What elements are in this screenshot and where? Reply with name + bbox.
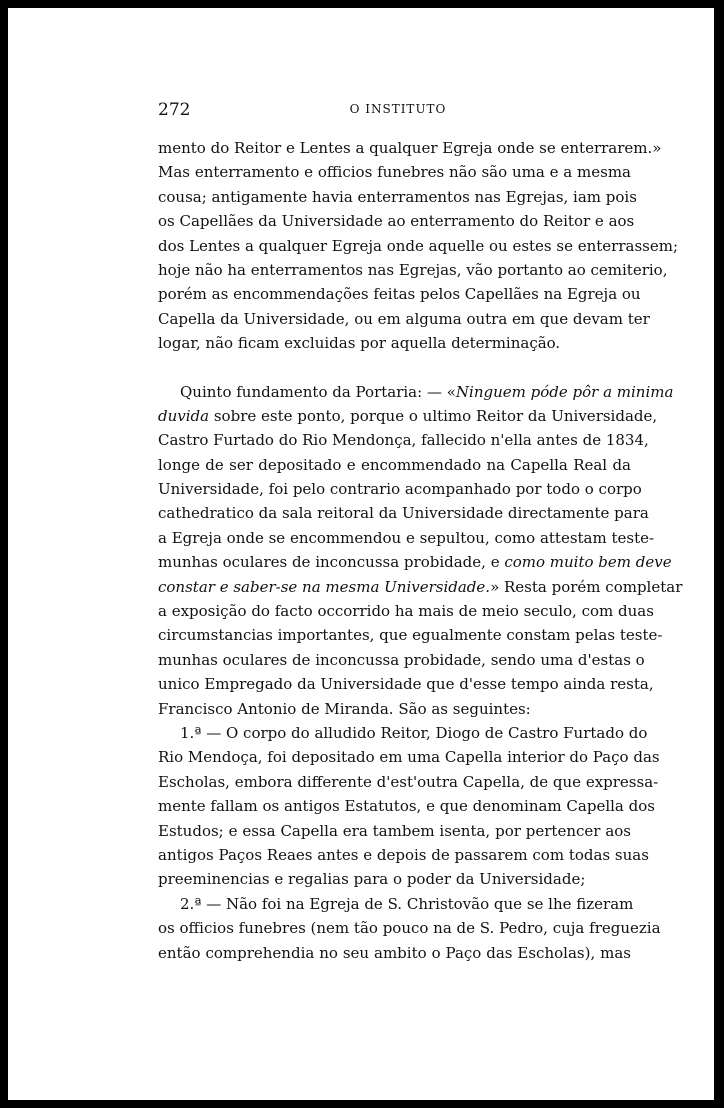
text-line: os Capellães da Universidade ao enterramento do Reitor e aos: [158, 212, 635, 231]
page-number: 272: [158, 100, 191, 120]
text-line: circumstancias importantes, que egualmente constam pelas teste-: [158, 626, 663, 645]
text-line: a Egreja onde se encommendou e sepultou, como attestam teste-: [158, 528, 655, 547]
text-line: Universidade, foi pelo contrario acompanhado por todo o corpo: [158, 480, 642, 499]
text-line: preeminencias e regalias para o poder da Universidade;: [158, 870, 586, 889]
paragraph-2: [158, 380, 683, 721]
text-line: porém as encommendações feitas pelos Capellães na Egreja ou: [158, 285, 641, 304]
text-line: Capella da Universidade, ou em alguma outra em que devam ter: [158, 309, 650, 328]
text-line: os officios funebres (nem tão pouco na de S. Pedro, cuja freguezia: [158, 919, 661, 938]
paragraph-1: [158, 136, 679, 356]
text-line: [158, 404, 658, 428]
text-line: Mas enterramento e officios funebres não são uma e a mesma: [158, 163, 631, 182]
text-line: antigos Paços Reaes antes e depois de passarem com todas suas: [158, 845, 649, 864]
text-line: longe de ser depositado e encommendado na Capella Real da: [158, 455, 631, 474]
text-run: » Resta porém completar: [490, 577, 683, 596]
running-title: O INSTITUTO: [349, 102, 447, 116]
text-line: dos Lentes a qualquer Egreja onde aquelle ou estes se enterrassem;: [158, 236, 679, 255]
text-line: Castro Furtado do Rio Mendonça, fallecido n'ella antes de 1834,: [158, 431, 649, 450]
text-line: Francisco Antonio de Miranda. São as seguintes:: [158, 699, 531, 718]
text-line: a exposição do facto occorrido ha mais de meio seculo, com duas: [158, 602, 654, 621]
text-line: mente fallam os antigos Estatutos, e que denominam Capella dos: [158, 797, 655, 816]
text-line: hoje não ha enterramentos nas Egrejas, vão portanto ao cemiterio,: [158, 260, 668, 279]
text-line: 2.ª — Não foi na Egreja de S. Christovão que se lhe fizeram: [180, 894, 634, 913]
text-line: unico Empregado da Universidade que d'esse tempo ainda resta,: [158, 675, 654, 694]
italic-quote: constar e saber-se na mesma Universidade.: [158, 577, 491, 596]
paragraph-gap: [158, 356, 631, 380]
italic-quote: como muito bem deve: [504, 553, 672, 572]
text-line: [158, 380, 674, 404]
body-text: [158, 136, 683, 965]
numbered-item-2: [158, 892, 661, 965]
text-line: [158, 575, 683, 599]
page-header: [158, 100, 638, 126]
italic-quote: duvida: [158, 406, 210, 425]
text-line: cousa; antigamente havia enterramentos nas Egrejas, iam pois: [158, 187, 637, 206]
text-line: [158, 550, 672, 574]
italic-quote: Ninguem póde pôr a minima: [455, 382, 674, 401]
text-line: Estudos; e essa Capella era tambem isenta, por pertencer aos: [158, 821, 631, 840]
text-line: Escholas, embora differente d'est'outra Capella, de que expressa-: [158, 772, 659, 791]
text-line: então comprehendia no seu ambito o Paço das Escholas), mas: [158, 943, 631, 962]
text-run: munhas oculares de inconcussa probidade, e: [158, 553, 505, 572]
text-line: cathedratico da sala reitoral da Universidade directamente para: [158, 504, 649, 523]
text-line: logar, não ficam excluidas por aquella determinação.: [158, 334, 561, 353]
text-line: Rio Mendoça, foi depositado em uma Capella interior do Paço das: [158, 748, 660, 767]
text-run: sobre este ponto, porque o ultimo Reitor da Universidade,: [209, 406, 658, 425]
text-run: Quinto fundamento da Portaria: — «: [180, 382, 456, 401]
text-line: mento do Reitor e Lentes a qualquer Egreja onde se enterrarem.»: [158, 139, 662, 157]
numbered-item-1: [158, 721, 660, 892]
book-page: [8, 8, 714, 1100]
text-line: 1.ª — O corpo do alludido Reitor, Diogo de Castro Furtado do: [180, 723, 648, 742]
text-line: munhas oculares de inconcussa probidade, sendo uma d'estas o: [158, 650, 645, 669]
